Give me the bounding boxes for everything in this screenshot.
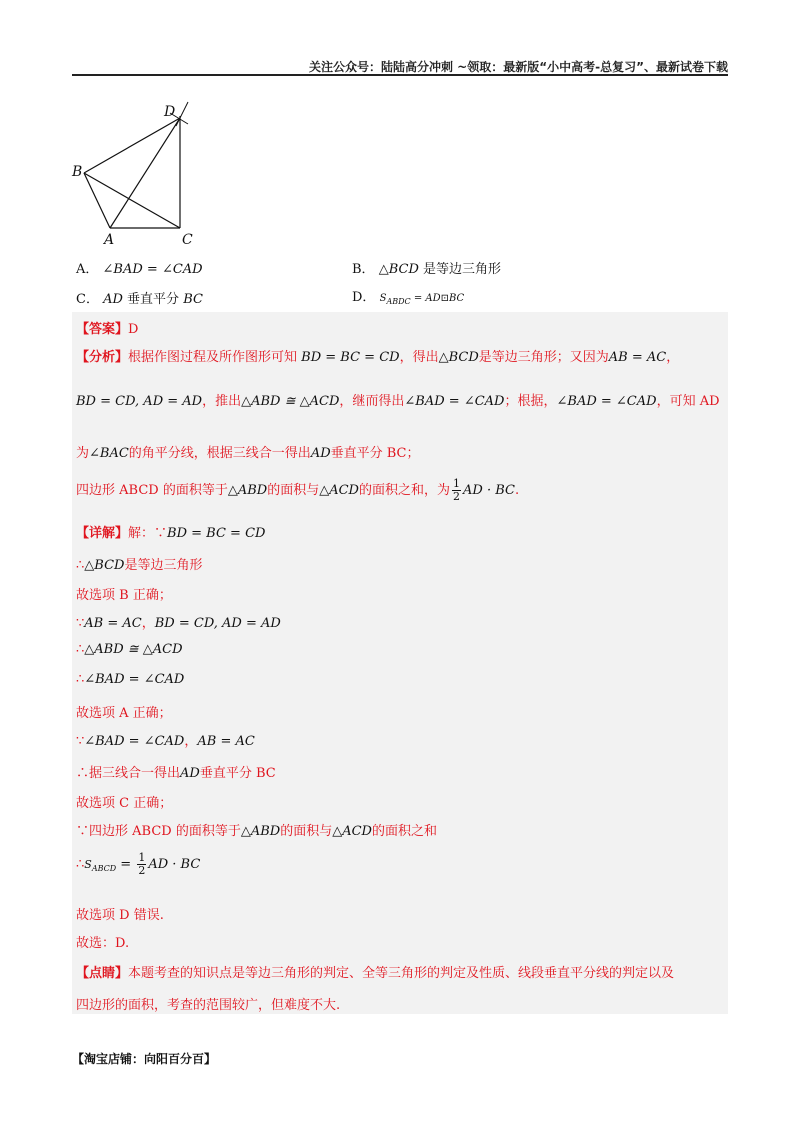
- segment-bc: [84, 173, 180, 228]
- detail-fraction: [137, 852, 146, 877]
- analysis-line-2: [76, 390, 720, 409]
- analysis-1m3: AB = AC: [608, 350, 667, 365]
- comment-line-2: 四边形的面积，考查的范围较广，但难度不大.: [76, 998, 341, 1013]
- detail-4b: ，: [141, 616, 155, 631]
- detail-5m: △ABD ≅ △ACD: [84, 642, 183, 657]
- option-c-label: C．: [76, 292, 99, 307]
- detail-6a: ∴: [76, 672, 85, 687]
- segment-ad: [110, 118, 180, 228]
- option-c-math2: BC: [183, 292, 203, 307]
- analysis-tag: 【分析】: [76, 350, 129, 365]
- analysis-4b: 的面积与: [267, 483, 320, 498]
- option-b-text: 是等边三角形: [423, 262, 502, 277]
- analysis-frac-den: 2: [453, 490, 460, 503]
- analysis-4m2: △ACD: [319, 483, 359, 498]
- comment-1: 本题考查的知识点是等边三角形的判定、全等三角形的判定及性质、线段垂直平分线的判定以及: [128, 966, 675, 981]
- detail-11c: 的面积之和: [371, 824, 437, 839]
- analysis-fraction: [452, 478, 461, 503]
- option-d: [352, 286, 464, 306]
- detail-8a: ∵: [76, 734, 85, 749]
- detail-12a: ∴: [76, 857, 85, 872]
- analysis-3c: 垂直平分 BC；: [330, 446, 420, 461]
- geometry-svg: [70, 98, 210, 248]
- label-c: C: [182, 232, 193, 248]
- detail-8m1: ∠BAD = ∠CAD: [84, 734, 185, 749]
- detail-line-3: 故选项 B 正确；: [76, 588, 172, 603]
- detail-4m1: AB = AC: [84, 616, 142, 631]
- detail-8b: ，: [184, 734, 198, 749]
- option-d-s: S: [379, 293, 387, 304]
- detail-line-4: [76, 612, 281, 631]
- detail-9m: AD: [180, 766, 200, 781]
- detail-4m2: BD = CD, AD = AD: [154, 616, 281, 631]
- option-b: [352, 258, 501, 277]
- option-d-label: D．: [352, 290, 376, 305]
- detail-frac-num: 1: [138, 851, 146, 864]
- detail-line-2: [76, 554, 202, 573]
- option-a: [76, 258, 203, 277]
- detail-8m2: AB = AC: [197, 734, 255, 749]
- option-a-label: A．: [76, 262, 99, 277]
- analysis-frac-num: 1: [453, 477, 460, 490]
- analysis-4m3: AD · BC: [463, 483, 515, 498]
- detail-5a: ∴: [76, 642, 85, 657]
- analysis-3m1: ∠BAC: [89, 446, 129, 461]
- option-b-label: B．: [352, 262, 375, 277]
- analysis-line-1: [76, 346, 679, 365]
- detail-11a: ∵四边形 ABCD 的面积等于: [76, 824, 241, 839]
- detail-6m: ∠BAD = ∠CAD: [84, 672, 185, 687]
- option-a-math: ∠BAD = ∠CAD: [102, 262, 203, 277]
- analysis-2c: ；根据，: [504, 394, 557, 409]
- analysis-4d: .: [514, 483, 520, 498]
- analysis-4m1: △ABD: [227, 483, 268, 498]
- analysis-1c: 是等边三角形；又因为: [478, 350, 609, 365]
- solution-panel: [72, 312, 728, 1014]
- detail-line-7: 故选项 A 正确；: [76, 706, 172, 721]
- detail-1m: BD = BC = CD: [167, 526, 266, 541]
- detail-tag: 【详解】: [76, 526, 129, 541]
- analysis-2m4: ∠BAD = ∠CAD: [556, 394, 657, 409]
- option-c: [76, 288, 203, 307]
- answer-line: [76, 318, 138, 337]
- analysis-line-3: [76, 442, 420, 461]
- detail-line-5: [76, 642, 183, 657]
- segment-bd: [84, 118, 180, 173]
- analysis-1m: BD = BC = CD: [301, 350, 400, 365]
- analysis-3b: 的角平分线，根据三线合一得出: [128, 446, 311, 461]
- analysis-3a: 为: [76, 446, 90, 461]
- header-text: 关注公众号：陆陆高分冲刺 ~领取：最新版“小中高考-总复习”、最新试卷下载: [309, 60, 728, 74]
- detail-12m: AD · BC: [148, 857, 201, 872]
- detail-line-13: 故选项 D 错误.: [76, 908, 164, 923]
- detail-1a: 解：∵: [128, 526, 168, 541]
- analysis-4c: 的面积之和，为: [358, 483, 450, 498]
- detail-line-10: 故选项 C 正确；: [76, 796, 173, 811]
- analysis-1a: 根据作图过程及所作图形可知: [128, 350, 298, 365]
- analysis-1d: ，: [666, 350, 680, 365]
- label-a: A: [104, 232, 115, 248]
- option-d-sub: ABDC: [386, 297, 411, 306]
- detail-line-8: [76, 730, 255, 749]
- header-rule: [72, 74, 728, 76]
- analysis-4a: 四边形 ABCD 的面积等于: [76, 483, 228, 498]
- footer-text: 【淘宝店铺：向阳百分百】: [72, 1052, 217, 1066]
- analysis-2m3: ∠BAD = ∠CAD: [404, 394, 505, 409]
- detail-line-6: [76, 672, 184, 687]
- analysis-3m2: AD: [310, 446, 331, 461]
- detail-frac-den: 2: [138, 864, 146, 877]
- analysis-2m1: BD = CD, AD = AD: [76, 394, 203, 409]
- detail-9b: 垂直平分 BC: [199, 766, 276, 781]
- detail-2b: 是等边三角形: [124, 558, 203, 573]
- detail-11m2: △ACD: [332, 824, 372, 839]
- analysis-2a: ，推出: [202, 394, 242, 409]
- analysis-1m2: △BCD: [438, 350, 479, 365]
- label-b: B: [72, 164, 83, 180]
- detail-11m1: △ABD: [240, 824, 281, 839]
- analysis-line-4: [76, 478, 519, 503]
- option-c-text: 垂直平分: [127, 292, 180, 307]
- geometry-figure: [70, 98, 210, 252]
- detail-9a: ∴据三线合一得出: [76, 766, 181, 781]
- analysis-1b: ，得出: [399, 350, 439, 365]
- option-c-math1: AD: [103, 292, 123, 307]
- comment-line-1: [76, 962, 674, 981]
- label-d: D: [164, 104, 176, 120]
- answer-value: D: [128, 322, 139, 337]
- detail-11b: 的面积与: [280, 824, 333, 839]
- comment-tag: 【点睛】: [76, 966, 129, 981]
- detail-line-14: 故选：D.: [76, 936, 130, 951]
- analysis-2m2: △ABD ≅ △ACD: [241, 394, 340, 409]
- analysis-2d: ，可知 AD: [656, 394, 720, 409]
- detail-2a: ∴: [76, 558, 85, 573]
- segment-ab: [84, 173, 110, 228]
- detail-2m: △BCD: [84, 558, 125, 573]
- detail-4a: ∵: [76, 616, 85, 631]
- detail-line-12: [76, 852, 200, 877]
- detail-12sub: ABCD: [91, 864, 117, 873]
- detail-12s: S: [84, 858, 92, 871]
- answer-tag: 【答案】: [76, 322, 129, 337]
- detail-line-9: [76, 762, 276, 781]
- option-d-rest: = AD⊡BC: [410, 293, 465, 304]
- detail-12eq: =: [116, 857, 136, 872]
- detail-line-11: [76, 820, 437, 839]
- analysis-2b: ，继而得出: [339, 394, 405, 409]
- option-b-math: △BCD: [378, 262, 419, 277]
- detail-line-1: [76, 522, 265, 541]
